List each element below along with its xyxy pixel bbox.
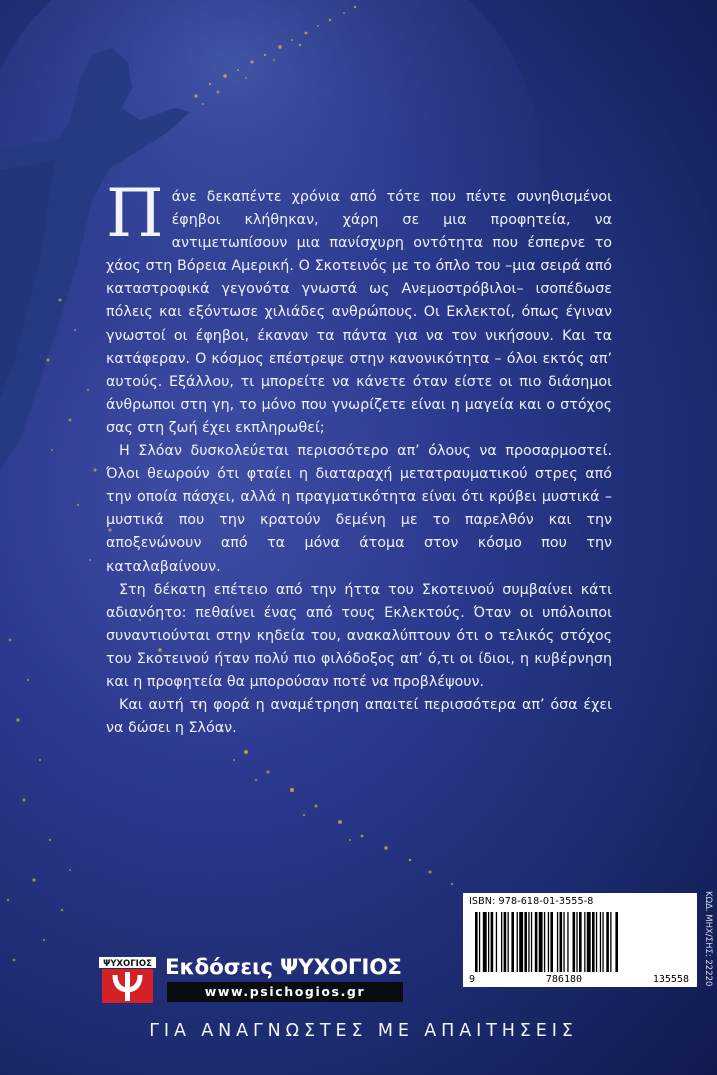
blurb-paragraph: Πάνε δεκαπέντε χρόνια από τότε που πέντε συνηθισμένοι έφηβοι κλήθηκαν, χάρη σε μια προφητεία, να αντιμετωπίσουν μια πανίσχυρη οντότητα που έσπερνε το χάος στη Βόρεια Αμερική. Ο Σκοτεινός με το όπλο του –μια σειρά από καταστροφικά γεγονότα γνωστά ως Ανεμοστρόβιλοι– ισοπέδωσε πόλεις και εξόντωσε χιλιάδες ανθρώπους. Οι Εκλεκτοί, όπως έγιναν γνωστοί οι έφηβοι, έκαναν τα πάντα για να τον νικήσουν. Και τα κατάφεραν. Ο κόσμος επέστρεψε στην κανονικότητα – όλοι εκτός απ’ αυτούς. Εξάλλου, τι μπορείτε να κάνετε όταν είστε οι πιο διάσημοι άνθρωποι στη γη, το μόνο που γνωρίζετε είναι η μαγεία και ο στόχος σας στη ζωή έχει εκπληρωθεί; bbox=[106, 175, 612, 436]
barcode-bar bbox=[592, 912, 595, 972]
barcode-bar bbox=[610, 912, 611, 972]
barcode-bar bbox=[535, 912, 538, 972]
drop-cap: Π bbox=[106, 175, 164, 252]
barcode-bar bbox=[567, 912, 568, 972]
barcode-bar bbox=[563, 912, 564, 972]
barcode-bar bbox=[606, 912, 609, 972]
barcode-bar bbox=[548, 912, 549, 972]
barcode-bar bbox=[483, 912, 487, 972]
barcode-bar bbox=[579, 912, 582, 972]
barcode-digits bbox=[469, 974, 689, 985]
psichogios-logo-icon bbox=[99, 957, 156, 1003]
blurb-paragraph: Στη δέκατη επέτειο από την ήττα του Σκοτεινού συμβαίνει κάτι αδιανόητο: πεθαίνει ένας από τους Εκλεκτούς. Όταν οι υπόλοιποι συναντιούνται στην κηδεία του, ανακαλύπτουν ότι ο τελικός στόχος του Σκοτεινού ήταν πολύ πιο φιλόδοξος απ’ ό,τι οι ίδιοι, η κυβέρνηση και η προφητεία θα μπορούσαν ποτέ να προβλέψουν. bbox=[106, 581, 612, 690]
barcode-bar bbox=[524, 912, 527, 972]
barcode-bar bbox=[584, 912, 585, 972]
barcode-bar bbox=[615, 912, 618, 972]
barcode-bar bbox=[508, 912, 509, 972]
barcode-bar bbox=[531, 912, 532, 972]
barcode-bar bbox=[600, 912, 601, 972]
barcode-bar bbox=[550, 912, 553, 972]
barcode-bar bbox=[496, 912, 497, 972]
blurb-paragraph: Η Σλόαν δυσκολεύεται περισσότερο απ’ όλους να προσαρμοστεί. Όλοι θεωρούν ότι φταίει η διαταραχή μετατραυματικού στρες από την οποία πάσχει, αλλά η πραγματικότητα είναι ότι κρύβει μυστικά – μυστικά που την κρατούν δεμένη με το παρελθόν και την αποξενώνουν από τα μόνα άτομα στον κόσμο που την καταλαβαίνουν. bbox=[106, 443, 612, 575]
isbn-label: ISBN: 978-618-01-3555-8 bbox=[469, 896, 594, 907]
publisher-url: www.psichogios.gr bbox=[167, 982, 403, 1002]
barcode-digits-left: 786180 bbox=[545, 974, 583, 985]
blurb-paragraph: Και αυτή τη φορά η αναμέτρηση απαιτεί περισσότερα απ’ όσα έχει να δώσει η Σλόαν. bbox=[106, 697, 612, 737]
barcode-bar bbox=[491, 912, 494, 972]
barcode-bar bbox=[511, 912, 514, 972]
publisher-tagline: ΓΙΑ ΑΝΑΓΝΩΣΤΕΣ ΜΕ ΑΠΑΙΤΗΣΕΙΣ bbox=[149, 1021, 578, 1041]
barcode-bar bbox=[596, 912, 597, 972]
barcode-bar bbox=[573, 912, 576, 972]
logo-text: ΨΥΧΟΓΙΟΣ bbox=[103, 959, 152, 969]
barcode-bar bbox=[528, 912, 529, 972]
barcode-bar bbox=[475, 912, 478, 972]
barcode-digits-right: 135558 bbox=[652, 974, 689, 985]
barcode-bar bbox=[488, 912, 489, 972]
barcode-bar bbox=[517, 912, 518, 972]
barcode-bar bbox=[504, 912, 507, 972]
barcode-bar bbox=[544, 912, 545, 972]
barcode-bar bbox=[602, 912, 603, 972]
barcode-bar bbox=[479, 912, 480, 972]
barcode-bar bbox=[501, 912, 502, 972]
barcode-bar bbox=[576, 912, 577, 972]
barcode-bars bbox=[475, 912, 681, 972]
barcode-bar bbox=[519, 912, 523, 972]
barcode-bar bbox=[539, 912, 543, 972]
barcode-digit-first: 9 bbox=[469, 974, 476, 985]
blurb-text bbox=[106, 175, 612, 740]
product-code: ΚΩΔ. ΜΗΧ/ΣΗΣ: 22220 bbox=[703, 891, 713, 987]
barcode-bar bbox=[557, 912, 558, 972]
publisher-name: Εκδόσεις ΨΥΧΟΓΙΟΣ bbox=[165, 955, 402, 980]
barcode-bar bbox=[587, 912, 591, 972]
barcode-bar bbox=[560, 912, 563, 972]
